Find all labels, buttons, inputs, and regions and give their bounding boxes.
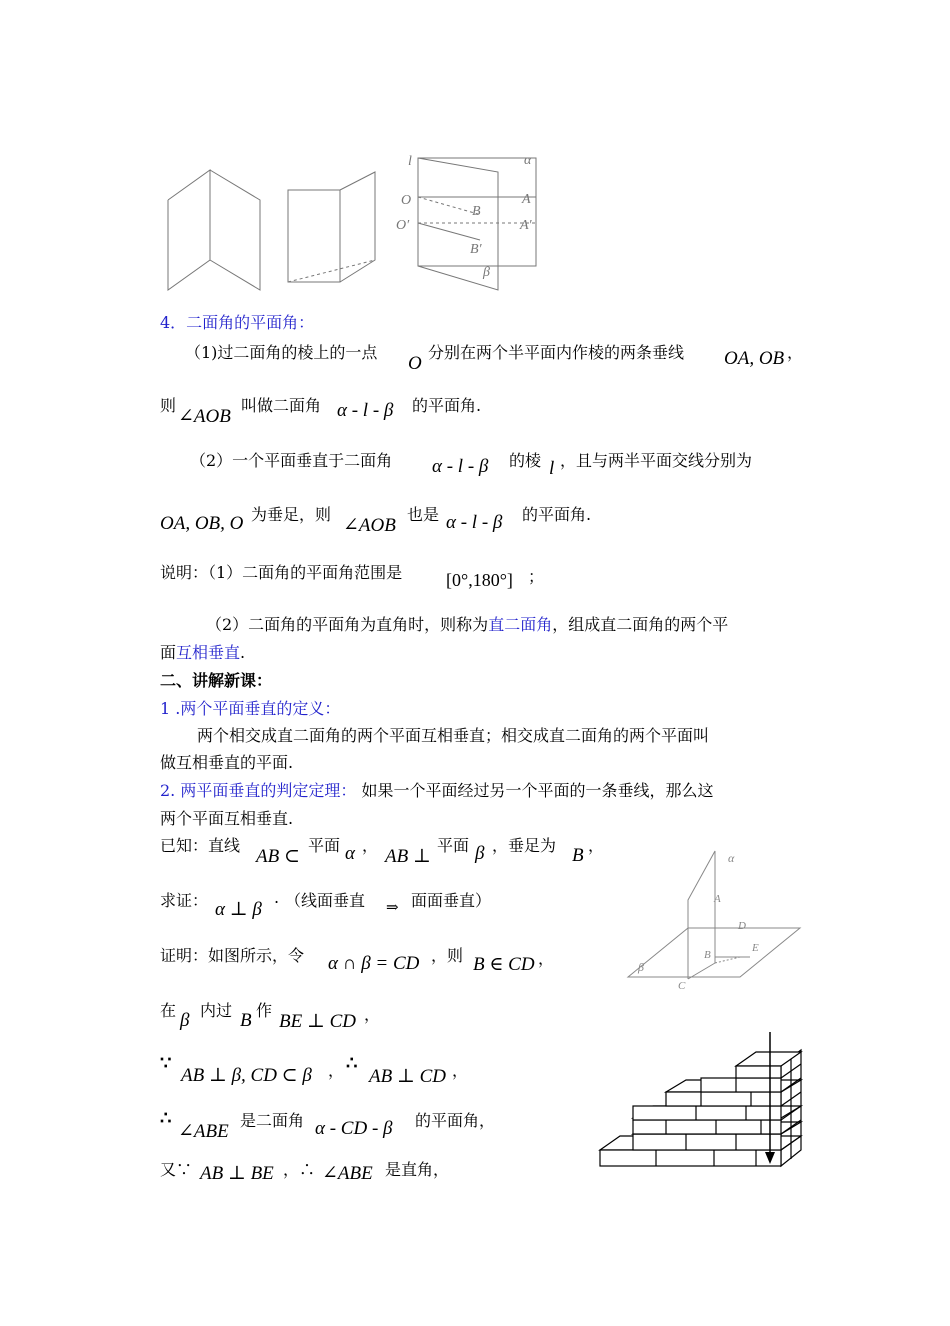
theorem-body-1: 如果一个平面经过另一个平面的一条垂线，那么这 [361,781,714,800]
given-text-e: ，垂足为 [492,836,557,855]
line2-expr2: AB ⊥ CD [369,1066,446,1087]
line1-text-a: 在 [160,1001,177,1020]
section-4-heading: 4．二面角的平面角： [160,313,315,332]
fig-E: E [752,942,759,954]
theorem-title: 2. 两平面垂直的判定定理： [160,781,357,800]
definition-body-1: 两个相交成直二面角的两个平面互相垂直；相交成直二面角的两个平面叫 [197,726,710,745]
perpendicular-term: 互相垂直 [176,643,241,662]
prove-text-a: 求证： [160,891,209,910]
line1-BE-perp-CD: BE ⊥ CD [279,1011,356,1032]
line1-text-b: 内过 [200,1001,233,1020]
fig-beta: β [638,960,644,974]
note-line-3-a: 面 [160,643,177,662]
prove-dot: . [274,888,280,907]
theorem-body-2: 两个平面互相垂直. [160,809,294,828]
line2-expr: AB ⊥ β, CD ⊂ β [181,1065,312,1086]
note-line-2 [206,612,728,635]
prove-text-b: （线面垂直 [285,891,366,910]
given-text-b: 平面 [308,836,341,855]
definition-title: 1 .两个平面垂直的定义： [160,699,341,718]
s4-p3-text-c: ，且与两半平面交线分别为 [560,451,753,470]
s4-p1-text-b: 分别在两个半平面内作棱的两条垂线 [428,343,685,362]
label-B-prime: B′ [470,242,482,257]
proof-text-c: ， [538,949,555,968]
given-beta: β [475,843,485,864]
label-A: A [522,192,531,207]
line2-comma: ， [328,1061,345,1080]
line3-aCDb: α - CD - β [315,1118,393,1139]
given-text-a: 已知：直线 [160,836,241,855]
fig-C: C [678,980,686,990]
given-text-c: ， [362,836,379,855]
line4-AB-perp-BE: AB ⊥ BE [200,1163,274,1184]
label-l: l [408,154,412,169]
line4-text-a: 又∵ [160,1160,193,1179]
note-line-2-b: ，组成直二面角的两个平 [552,615,729,634]
definition-body-2: 做互相垂直的平面. [160,753,294,772]
line3-text-a: 是二面角 [240,1111,305,1130]
s4-p4-OAOBO: OA, OB, O [160,513,244,534]
given-alpha: α [345,843,355,864]
s4-p4-text-b: 也是 [407,505,440,524]
label-O-prime: O′ [396,218,410,233]
label-A-prime: A′ [520,218,532,233]
line1-B: B [240,1010,252,1031]
line4-ABE: ∠ABE [322,1163,373,1184]
s4-p4-text-a: 为垂足，则 [251,505,332,524]
line2-comma-2: ， [452,1061,469,1080]
s4-p3-l: l [549,458,555,479]
prove-expr: α ⊥ β [215,899,262,920]
label-B: B [472,204,481,219]
s4-p4-text-c: 的平面角. [522,505,592,524]
label-alpha: α [524,153,532,168]
s4-p1-O: O [408,353,422,374]
line3-text-b: 的平面角， [415,1111,496,1130]
section-2-heading: 二、讲解新课： [160,671,273,690]
line3-ABE: ∠ABE [178,1121,229,1142]
s4-p1-OAOB: OA, OB [724,348,785,369]
proof-B-in-CD: B ∈ CD [473,954,535,975]
s4-p3-text-b: 的棱 [509,451,542,470]
s4-p4-alb: α - l - β [446,512,503,533]
implies-arrow: ⇒ [386,900,399,916]
theorem-line-1 [160,778,713,801]
note-semicolon: ； [528,567,545,586]
s4-p3-alb: α - l - β [432,456,489,477]
plane-angle-figure [418,158,536,290]
s4-p3-text-a: （2）一个平面垂直于二面角 [190,451,393,470]
line1-text-d: ， [364,1005,381,1024]
s4-p2-text-a: 则 [160,396,177,415]
fig-alpha: α [728,851,735,865]
given-AB-perp: AB ⊥ [385,846,431,867]
line4-text-b: ，∴ [283,1160,316,1179]
prove-text-c: 面面垂直） [411,891,492,910]
right-dihedral-term: 直二面角 [488,615,553,634]
proof-intersection: α ∩ β = CD [328,953,420,974]
note-line-3-b: . [240,643,246,662]
s4-p2-text-b: 叫做二面角 [241,396,322,415]
s4-p1-text-a: （1)过二面角的棱上的一点 [185,343,378,362]
note-range: [0°,180°] [446,570,513,590]
because-symbol: ∵ [160,1053,172,1074]
note-line-1: 说明：（1）二面角的平面角范围是 [160,563,403,582]
dihedral-figures [160,150,550,295]
s4-p1-comma: ， [787,343,804,362]
proof-text-a: 证明：如图所示，令 [160,946,305,965]
s4-p2-AOB: ∠AOB [178,406,231,427]
given-text-f: ， [588,836,605,855]
label-beta: β [483,265,490,280]
label-O: O [401,193,412,208]
line1-text-c: 作 [256,1001,273,1020]
line4-text-c: 是直角， [385,1160,450,1179]
given-text-d: 平面 [437,836,470,855]
perpendicular-planes-figure [620,845,810,990]
given-AB-subset: AB ⊂ [256,846,300,867]
fig-D: D [738,920,746,932]
note-line-3 [160,640,245,663]
s4-p4-AOB: ∠AOB [343,515,396,536]
therefore-symbol: ∴ [346,1053,358,1074]
s4-p2-text-c: 的平面角. [412,396,482,415]
therefore-symbol-2: ∴ [160,1108,172,1129]
fig-B: B [704,949,711,961]
brick-wall-figure [596,1030,808,1172]
open-book-figure [168,170,260,290]
given-B: B [572,845,584,866]
plane-rectangle-figure [288,172,375,282]
line1-beta: β [180,1010,190,1031]
fig-A: A [714,893,721,905]
s4-p2-alb: α - l - β [337,400,394,421]
note-line-2-a: （2）二面角的平面角为直角时，则称为 [206,615,489,634]
proof-text-b: ，则 [431,946,464,965]
